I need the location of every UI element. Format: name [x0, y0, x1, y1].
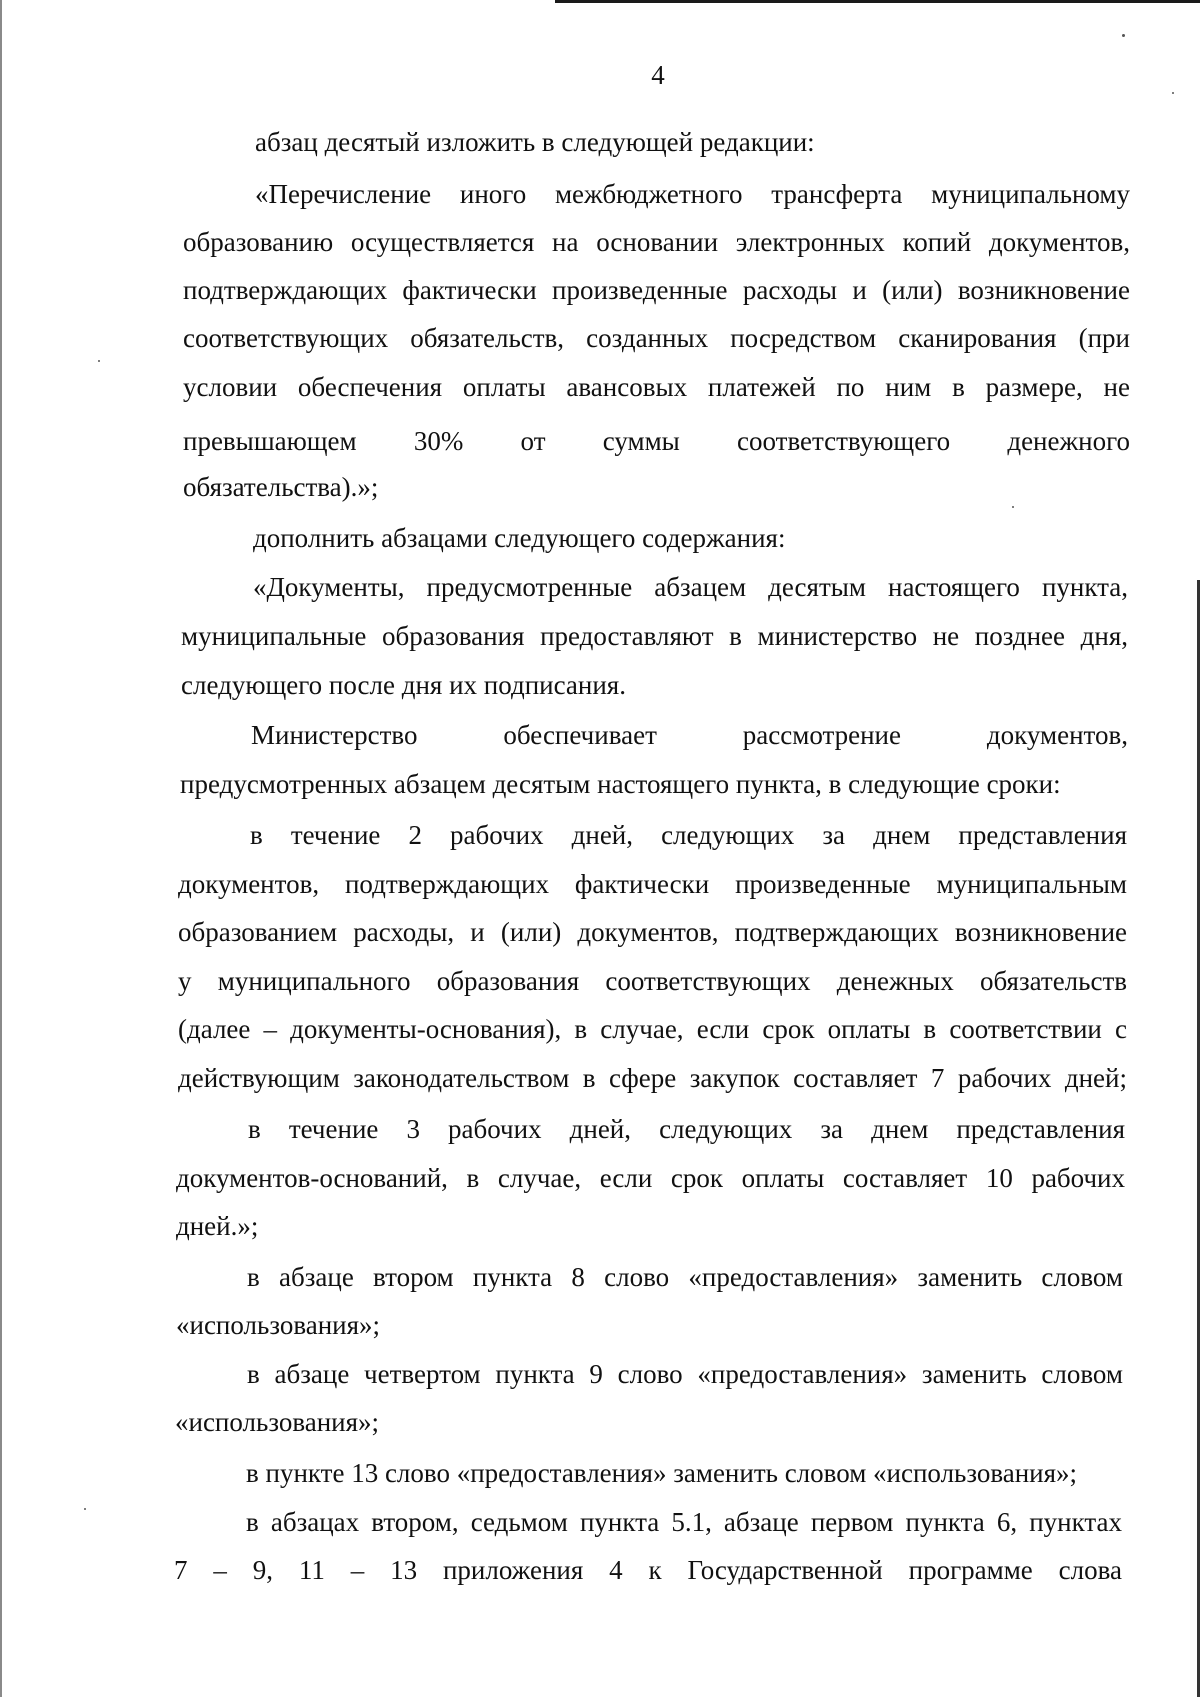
- text-line: в пункте 13 слово «предоставления» заменить словом «использования»;: [246, 1458, 1078, 1488]
- text-line: (далее – документы-основания), в случае, если срок оплаты в соответствии с: [178, 1014, 1127, 1044]
- text-line: предусмотренных абзацем десятым настоящего пункта, в следующие сроки:: [180, 769, 1061, 799]
- text-line: муниципальные образования предоставляют в министерство не позднее дня,: [181, 621, 1128, 651]
- text-line: документов, подтверждающих фактически произведенные муниципальным: [178, 869, 1127, 899]
- scan-speck: [1172, 92, 1174, 94]
- text-line: соответствующих обязательств, созданных посредством сканирования (при: [183, 323, 1130, 353]
- text-line: в абзацах втором, седьмом пункта 5.1, абзаце первом пункта 6, пунктах: [246, 1507, 1122, 1537]
- text-line: превышающем 30% от суммы соответствующего денежного: [183, 426, 1130, 456]
- text-line: в абзаце четвертом пункта 9 слово «предоставления» заменить словом: [247, 1359, 1123, 1389]
- text-line: подтверждающих фактически произведенные расходы и (или) возникновение: [183, 275, 1130, 305]
- text-line: «использования»;: [176, 1310, 381, 1340]
- text-line: у муниципального образования соответствующих денежных обязательств: [178, 966, 1127, 996]
- scan-speck: [1122, 34, 1125, 37]
- text-line: условии обеспечения оплаты авансовых платежей по ним в размере, не: [183, 372, 1130, 402]
- scan-speck: [84, 1508, 86, 1510]
- text-line: действующим законодательством в сфере закупок составляет 7 рабочих дней;: [178, 1063, 1127, 1093]
- text-line: 7 – 9, 11 – 13 приложения 4 к Государственной программе слова: [174, 1555, 1122, 1585]
- text-line: «Документы, предусмотренные абзацем десятым настоящего пункта,: [253, 572, 1128, 602]
- scan-speck: [1012, 506, 1014, 508]
- text-line: Министерство обеспечивает рассмотрение документов,: [251, 720, 1128, 750]
- scan-top-border: [555, 0, 1200, 3]
- text-line: следующего после дня их подписания.: [181, 670, 626, 700]
- text-line: дней.»;: [176, 1211, 259, 1241]
- text-line: «Перечисление иного межбюджетного трансферта муниципальному: [255, 179, 1130, 209]
- text-line: образованием расходы, и (или) документов, подтверждающих возникновение: [178, 917, 1127, 947]
- text-line: «использования»;: [175, 1407, 380, 1437]
- text-line: в течение 3 рабочих дней, следующих за днем представления: [248, 1114, 1125, 1144]
- text-line: дополнить абзацами следующего содержания:: [253, 523, 786, 553]
- scan-speck: [98, 360, 100, 362]
- text-line: обязательства).»;: [183, 472, 379, 502]
- text-line: образованию осуществляется на основании электронных копий документов,: [183, 227, 1130, 257]
- text-line: в течение 2 рабочих дней, следующих за днем представления: [250, 820, 1127, 850]
- scan-left-edge: [0, 0, 2, 1697]
- page-number: 4: [651, 60, 665, 90]
- text-line: документов-оснований, в случае, если срок оплаты составляет 10 рабочих: [176, 1163, 1125, 1193]
- text-line: абзац десятый изложить в следующей редакции:: [255, 127, 815, 157]
- text-line: в абзаце втором пункта 8 слово «предоставления» заменить словом: [247, 1262, 1123, 1292]
